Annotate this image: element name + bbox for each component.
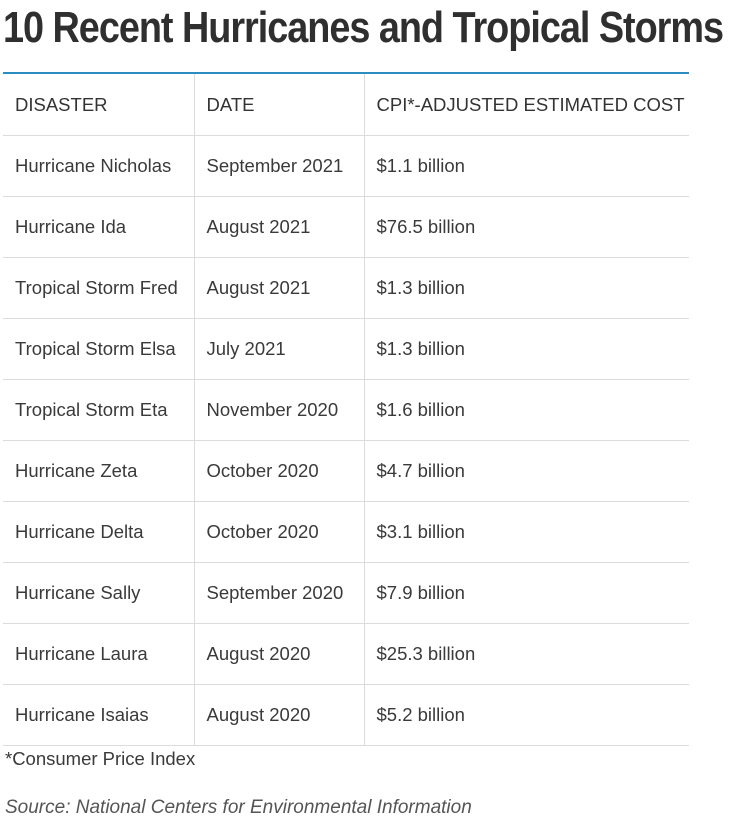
table-row xyxy=(3,380,689,441)
data-table xyxy=(3,74,689,746)
cell-date: August 2020 xyxy=(194,624,364,685)
cell-date: August 2021 xyxy=(194,197,364,258)
table-row xyxy=(3,136,689,197)
table-row xyxy=(3,258,689,319)
cell-cost: $1.6 billion xyxy=(364,380,689,441)
cell-disaster: Tropical Storm Eta xyxy=(3,380,194,441)
cell-date: September 2020 xyxy=(194,563,364,624)
table-row xyxy=(3,685,689,746)
cell-cost: $3.1 billion xyxy=(364,502,689,563)
cell-cost: $5.2 billion xyxy=(364,685,689,746)
table-row xyxy=(3,624,689,685)
table-row xyxy=(3,502,689,563)
cell-cost: $4.7 billion xyxy=(364,441,689,502)
cell-disaster: Tropical Storm Elsa xyxy=(3,319,194,380)
cell-date: August 2021 xyxy=(194,258,364,319)
table-title: 10 Recent Hurricanes and Tropical Storms xyxy=(3,3,723,52)
column-header-cost: CPI*-ADJUSTED ESTIMATED COST xyxy=(364,74,689,136)
table-row xyxy=(3,563,689,624)
cell-disaster: Tropical Storm Fred xyxy=(3,258,194,319)
cell-disaster: Hurricane Ida xyxy=(3,197,194,258)
cell-cost: $1.3 billion xyxy=(364,319,689,380)
cell-date: October 2020 xyxy=(194,502,364,563)
cell-disaster: Hurricane Isaias xyxy=(3,685,194,746)
cell-cost: $1.3 billion xyxy=(364,258,689,319)
cell-cost: $76.5 billion xyxy=(364,197,689,258)
column-header-date: DATE xyxy=(194,74,364,136)
cell-disaster: Hurricane Sally xyxy=(3,563,194,624)
cell-disaster: Hurricane Nicholas xyxy=(3,136,194,197)
column-header-disaster: DISASTER xyxy=(3,74,194,136)
data-table-container xyxy=(3,72,689,746)
cell-date: September 2021 xyxy=(194,136,364,197)
header-row xyxy=(3,74,689,136)
cell-disaster: Hurricane Laura xyxy=(3,624,194,685)
cell-cost: $7.9 billion xyxy=(364,563,689,624)
cell-cost: $1.1 billion xyxy=(364,136,689,197)
table-body xyxy=(3,136,689,746)
cell-disaster: Hurricane Zeta xyxy=(3,441,194,502)
footnote: *Consumer Price Index xyxy=(5,748,196,769)
source-note: Source: National Centers for Environmental Information xyxy=(5,797,472,818)
table-row xyxy=(3,197,689,258)
cell-date: November 2020 xyxy=(194,380,364,441)
table-row xyxy=(3,441,689,502)
cell-cost: $25.3 billion xyxy=(364,624,689,685)
cell-date: August 2020 xyxy=(194,685,364,746)
cell-date: July 2021 xyxy=(194,319,364,380)
cell-disaster: Hurricane Delta xyxy=(3,502,194,563)
cell-date: October 2020 xyxy=(194,441,364,502)
table-row xyxy=(3,319,689,380)
